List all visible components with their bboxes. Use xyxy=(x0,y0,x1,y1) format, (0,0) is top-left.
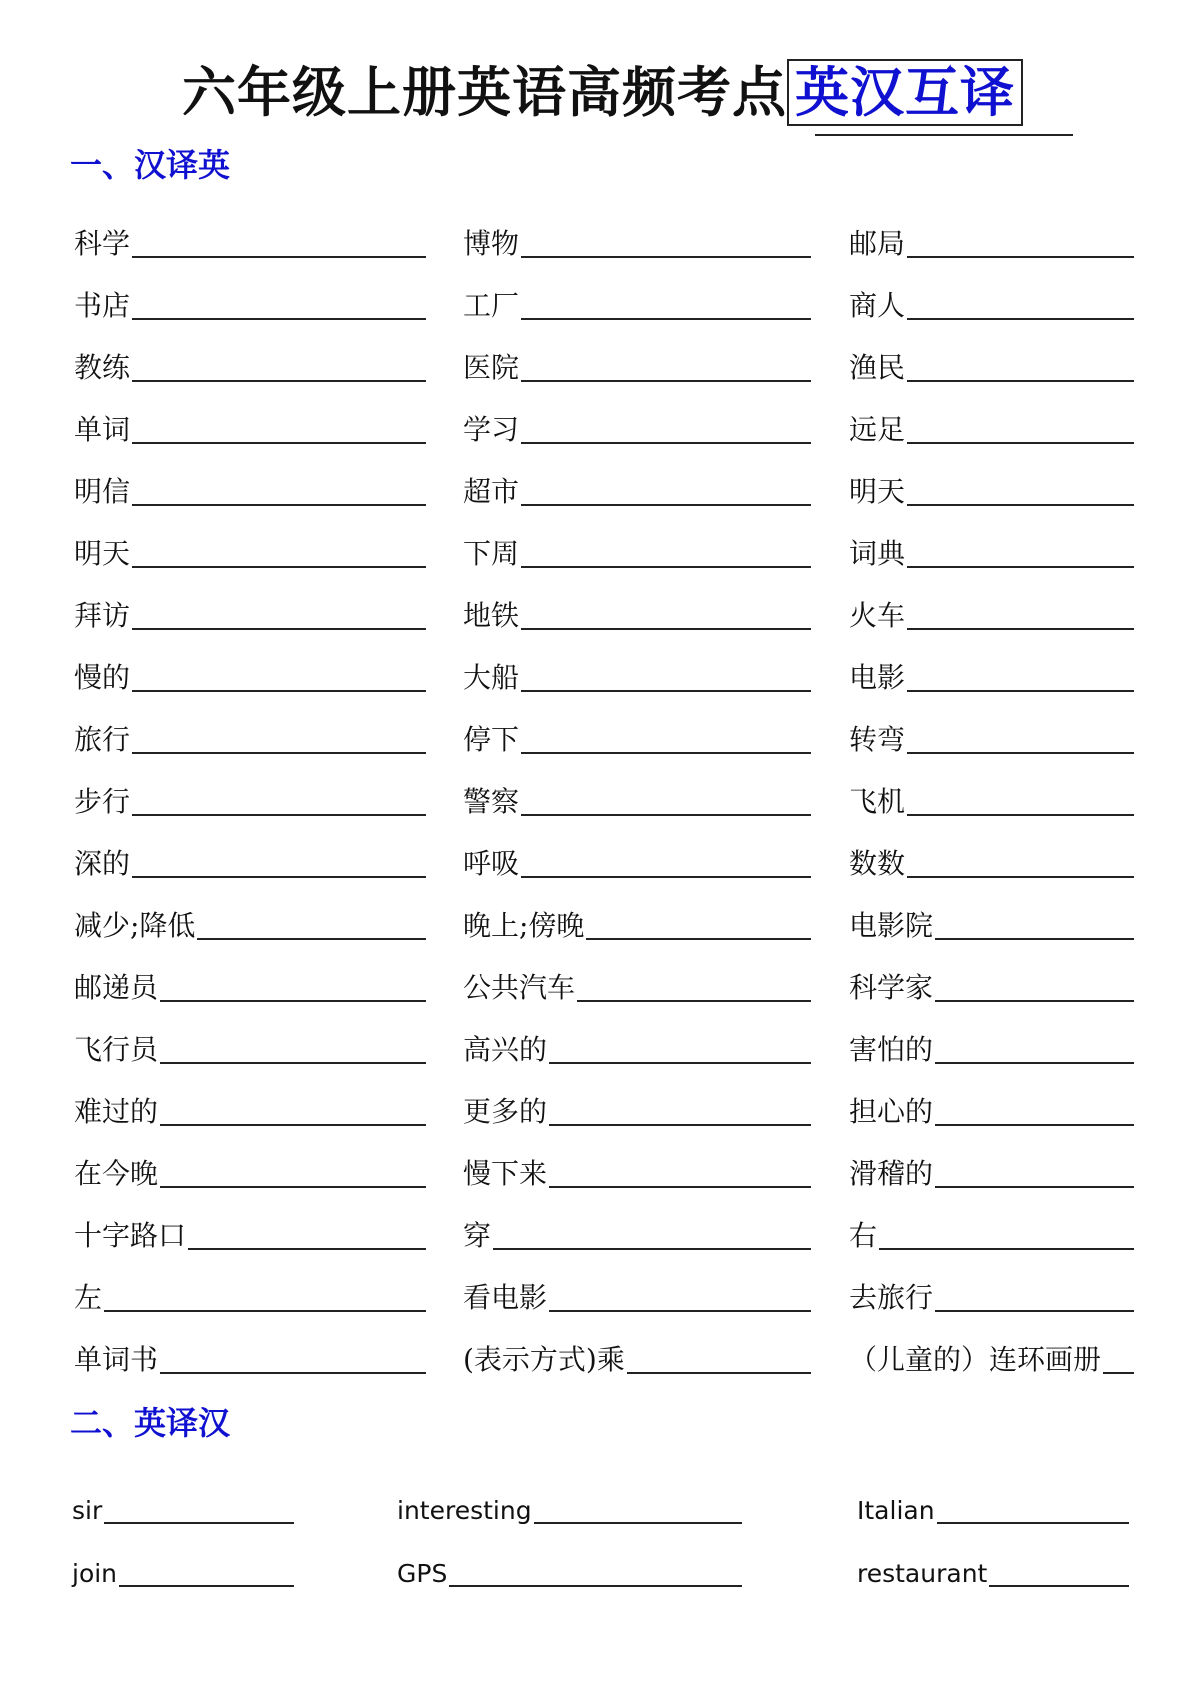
prompt-text: 渔民 xyxy=(849,351,906,384)
exercise-item xyxy=(849,412,1134,448)
exercise-item xyxy=(74,226,463,262)
prompt-text: 商人 xyxy=(849,289,906,322)
answer-blank[interactable] xyxy=(907,442,1134,444)
prompt-text: 慢下来 xyxy=(463,1157,548,1190)
exercise-item xyxy=(857,1557,1129,1591)
answer-blank[interactable] xyxy=(493,1248,811,1250)
answer-blank[interactable] xyxy=(549,1062,811,1064)
exercise-item xyxy=(74,1094,463,1130)
exercise-item xyxy=(849,784,1134,820)
answer-blank[interactable] xyxy=(132,752,426,754)
answer-blank[interactable] xyxy=(160,1062,426,1064)
prompt-text: 害怕的 xyxy=(849,1033,934,1066)
answer-blank[interactable] xyxy=(132,628,426,630)
prompt-text: 旅行 xyxy=(74,723,131,756)
exercise-row xyxy=(74,1068,1134,1130)
prompt-text: 转弯 xyxy=(849,723,906,756)
answer-blank[interactable] xyxy=(132,380,426,382)
exercise-item xyxy=(74,1032,463,1068)
exercise-item xyxy=(849,1280,1134,1316)
exercise-row xyxy=(74,1006,1134,1068)
answer-blank[interactable] xyxy=(989,1585,1129,1587)
exercise-row xyxy=(74,944,1134,1006)
exercise-row xyxy=(74,510,1134,572)
answer-blank[interactable] xyxy=(521,876,811,878)
answer-blank[interactable] xyxy=(627,1372,811,1374)
exercise-row xyxy=(74,634,1134,696)
prompt-text: 教练 xyxy=(74,351,131,384)
prompt-text: 警察 xyxy=(463,785,520,818)
en-to-cn-exercise-grid xyxy=(72,1465,1132,1591)
exercise-item xyxy=(74,660,463,696)
answer-blank[interactable] xyxy=(132,504,426,506)
exercise-item xyxy=(463,598,849,634)
exercise-item xyxy=(74,970,463,1006)
answer-blank[interactable] xyxy=(521,380,811,382)
prompt-text: 慢的 xyxy=(74,661,131,694)
exercise-item xyxy=(849,1218,1134,1254)
exercise-item xyxy=(849,1094,1134,1130)
prompt-text: 书店 xyxy=(74,289,131,322)
answer-blank[interactable] xyxy=(104,1522,294,1524)
title-main: 六年级上册英语高频考点 xyxy=(182,61,787,124)
exercise-item xyxy=(463,1280,849,1316)
answer-blank[interactable] xyxy=(534,1522,742,1524)
answer-blank[interactable] xyxy=(449,1585,742,1587)
answer-blank[interactable] xyxy=(132,876,426,878)
answer-blank[interactable] xyxy=(907,814,1134,816)
prompt-text: 减少;降低 xyxy=(74,909,196,942)
prompt-text: 电影院 xyxy=(849,909,934,942)
answer-blank[interactable] xyxy=(1103,1372,1134,1374)
answer-blank[interactable] xyxy=(907,566,1134,568)
prompt-text: 公共汽车 xyxy=(463,971,576,1004)
prompt-text: 高兴的 xyxy=(463,1033,548,1066)
prompt-text: 工厂 xyxy=(463,289,520,322)
prompt-text: 难过的 xyxy=(74,1095,159,1128)
answer-blank[interactable] xyxy=(907,690,1134,692)
answer-blank[interactable] xyxy=(521,442,811,444)
answer-blank[interactable] xyxy=(521,690,811,692)
prompt-text: sir xyxy=(72,1496,103,1525)
exercise-row xyxy=(74,758,1134,820)
answer-blank[interactable] xyxy=(549,1310,811,1312)
answer-blank[interactable] xyxy=(907,380,1134,382)
exercise-item xyxy=(72,1494,397,1528)
answer-blank[interactable] xyxy=(907,628,1134,630)
prompt-text: 呼吸 xyxy=(463,847,520,880)
exercise-item xyxy=(74,598,463,634)
answer-blank[interactable] xyxy=(521,628,811,630)
answer-blank[interactable] xyxy=(160,1186,426,1188)
exercise-row xyxy=(74,882,1134,944)
exercise-item xyxy=(74,784,463,820)
prompt-text: 邮递员 xyxy=(74,971,159,1004)
exercise-item xyxy=(857,1494,1129,1528)
prompt-text: 火车 xyxy=(849,599,906,632)
answer-blank[interactable] xyxy=(935,1062,1134,1064)
prompt-text: restaurant xyxy=(857,1559,988,1588)
exercise-item xyxy=(849,908,1134,944)
exercise-item xyxy=(849,1156,1134,1192)
exercise-item xyxy=(849,660,1134,696)
prompt-text: 明天 xyxy=(74,537,131,570)
prompt-text: 右 xyxy=(849,1219,878,1252)
answer-blank[interactable] xyxy=(160,1000,426,1002)
answer-blank[interactable] xyxy=(907,876,1134,878)
answer-blank[interactable] xyxy=(935,938,1134,940)
answer-blank[interactable] xyxy=(907,256,1134,258)
exercise-item xyxy=(849,846,1134,882)
exercise-item xyxy=(849,288,1134,324)
answer-blank[interactable] xyxy=(549,1186,811,1188)
prompt-text: 医院 xyxy=(463,351,520,384)
exercise-item xyxy=(849,722,1134,758)
prompt-text: 学习 xyxy=(463,413,520,446)
exercise-item xyxy=(463,846,849,882)
exercise-row xyxy=(74,200,1134,262)
answer-blank[interactable] xyxy=(907,504,1134,506)
exercise-item xyxy=(849,970,1134,1006)
exercise-item xyxy=(463,970,849,1006)
exercise-item xyxy=(849,226,1134,262)
exercise-item xyxy=(74,1342,463,1378)
prompt-text: 在今晚 xyxy=(74,1157,159,1190)
answer-blank[interactable] xyxy=(577,1000,811,1002)
exercise-item xyxy=(463,722,849,758)
exercise-item xyxy=(849,1342,1134,1378)
exercise-item xyxy=(397,1557,857,1591)
exercise-item xyxy=(463,350,849,386)
exercise-row xyxy=(74,448,1134,510)
prompt-text: 飞机 xyxy=(849,785,906,818)
answer-blank[interactable] xyxy=(132,442,426,444)
answer-blank[interactable] xyxy=(549,1124,811,1126)
exercise-row xyxy=(74,1316,1134,1378)
prompt-text: 科学 xyxy=(74,227,131,260)
exercise-item xyxy=(74,1218,463,1254)
answer-blank[interactable] xyxy=(132,256,426,258)
prompt-text: 去旅行 xyxy=(849,1281,934,1314)
prompt-text: 科学家 xyxy=(849,971,934,1004)
exercise-item xyxy=(463,1032,849,1068)
prompt-text: Italian xyxy=(857,1496,935,1525)
exercise-item xyxy=(463,474,849,510)
exercise-item xyxy=(397,1494,857,1528)
page-title xyxy=(182,58,1023,128)
title-underline xyxy=(815,134,1073,136)
exercise-item xyxy=(463,536,849,572)
prompt-text: 十字路口 xyxy=(74,1219,187,1252)
exercise-item xyxy=(849,474,1134,510)
exercise-row xyxy=(74,1254,1134,1316)
prompt-text: 词典 xyxy=(849,537,906,570)
exercise-row xyxy=(74,572,1134,634)
exercise-row xyxy=(72,1465,1132,1528)
answer-blank[interactable] xyxy=(119,1585,294,1587)
answer-blank[interactable] xyxy=(935,1000,1134,1002)
exercise-item xyxy=(72,1557,397,1591)
prompt-text: 远足 xyxy=(849,413,906,446)
prompt-text: 深的 xyxy=(74,847,131,880)
exercise-item xyxy=(74,1280,463,1316)
exercise-row xyxy=(74,1130,1134,1192)
exercise-item xyxy=(463,784,849,820)
answer-blank[interactable] xyxy=(104,1310,426,1312)
answer-blank[interactable] xyxy=(879,1248,1134,1250)
prompt-text: 邮局 xyxy=(849,227,906,260)
section-heading-cn-to-en: 一、汉译英 xyxy=(70,146,231,184)
answer-blank[interactable] xyxy=(160,1124,426,1126)
exercise-item xyxy=(463,1218,849,1254)
answer-blank[interactable] xyxy=(132,318,426,320)
answer-blank[interactable] xyxy=(907,752,1134,754)
prompt-text: 更多的 xyxy=(463,1095,548,1128)
exercise-item xyxy=(463,226,849,262)
answer-blank[interactable] xyxy=(521,814,811,816)
prompt-text: 单词 xyxy=(74,413,131,446)
cn-to-en-exercise-grid xyxy=(74,200,1134,1378)
answer-blank[interactable] xyxy=(132,814,426,816)
exercise-item xyxy=(74,908,463,944)
answer-blank[interactable] xyxy=(197,938,426,940)
exercise-row xyxy=(72,1528,1132,1591)
prompt-text: 拜访 xyxy=(74,599,131,632)
exercise-row xyxy=(74,386,1134,448)
exercise-item xyxy=(463,908,849,944)
answer-blank[interactable] xyxy=(521,752,811,754)
exercise-row xyxy=(74,1192,1134,1254)
exercise-item xyxy=(849,350,1134,386)
answer-blank[interactable] xyxy=(907,318,1134,320)
answer-blank[interactable] xyxy=(188,1248,426,1250)
prompt-text: 明信 xyxy=(74,475,131,508)
exercise-item xyxy=(463,412,849,448)
prompt-text: 下周 xyxy=(463,537,520,570)
exercise-item xyxy=(463,660,849,696)
prompt-text: 超市 xyxy=(463,475,520,508)
answer-blank[interactable] xyxy=(935,1310,1134,1312)
exercise-item xyxy=(74,536,463,572)
answer-blank[interactable] xyxy=(937,1522,1129,1524)
exercise-item xyxy=(849,536,1134,572)
prompt-text: join xyxy=(72,1559,118,1588)
prompt-text: 电影 xyxy=(849,661,906,694)
exercise-item xyxy=(74,1156,463,1192)
prompt-text: interesting xyxy=(397,1496,532,1525)
exercise-row xyxy=(74,820,1134,882)
answer-blank[interactable] xyxy=(132,690,426,692)
prompt-text: GPS xyxy=(397,1559,448,1588)
prompt-text: 晚上;傍晚 xyxy=(463,909,585,942)
prompt-text: 明天 xyxy=(849,475,906,508)
prompt-text: 滑稽的 xyxy=(849,1157,934,1190)
exercise-item xyxy=(463,288,849,324)
exercise-item xyxy=(74,412,463,448)
prompt-text: 步行 xyxy=(74,785,131,818)
answer-blank[interactable] xyxy=(160,1372,426,1374)
exercise-row xyxy=(74,324,1134,386)
exercise-item xyxy=(463,1342,849,1378)
answer-blank[interactable] xyxy=(521,256,811,258)
prompt-text: 飞行员 xyxy=(74,1033,159,1066)
exercise-item xyxy=(74,722,463,758)
answer-blank[interactable] xyxy=(521,318,811,320)
prompt-text: 穿 xyxy=(463,1219,492,1252)
exercise-item xyxy=(849,598,1134,634)
answer-blank[interactable] xyxy=(521,504,811,506)
section-heading-en-to-cn: 二、英译汉 xyxy=(70,1404,231,1442)
answer-blank[interactable] xyxy=(935,1124,1134,1126)
answer-blank[interactable] xyxy=(935,1186,1134,1188)
prompt-text: 地铁 xyxy=(463,599,520,632)
answer-blank[interactable] xyxy=(132,566,426,568)
prompt-text: 停下 xyxy=(463,723,520,756)
prompt-text: (表示方式)乘 xyxy=(463,1343,625,1376)
prompt-text: 左 xyxy=(74,1281,103,1314)
exercise-row xyxy=(74,262,1134,324)
exercise-item xyxy=(74,846,463,882)
title-highlight: 英汉互译 xyxy=(787,59,1023,126)
answer-blank[interactable] xyxy=(521,566,811,568)
prompt-text: 单词书 xyxy=(74,1343,159,1376)
exercise-item xyxy=(74,288,463,324)
exercise-item xyxy=(74,474,463,510)
exercise-item xyxy=(463,1094,849,1130)
prompt-text: 数数 xyxy=(849,847,906,880)
answer-blank[interactable] xyxy=(586,938,811,940)
exercise-item xyxy=(849,1032,1134,1068)
exercise-item xyxy=(74,350,463,386)
prompt-text: 大船 xyxy=(463,661,520,694)
exercise-item xyxy=(463,1156,849,1192)
prompt-text: 看电影 xyxy=(463,1281,548,1314)
exercise-row xyxy=(74,696,1134,758)
prompt-text: 担心的 xyxy=(849,1095,934,1128)
prompt-text: 博物 xyxy=(463,227,520,260)
prompt-text: （儿童的）连环画册 xyxy=(849,1343,1102,1376)
